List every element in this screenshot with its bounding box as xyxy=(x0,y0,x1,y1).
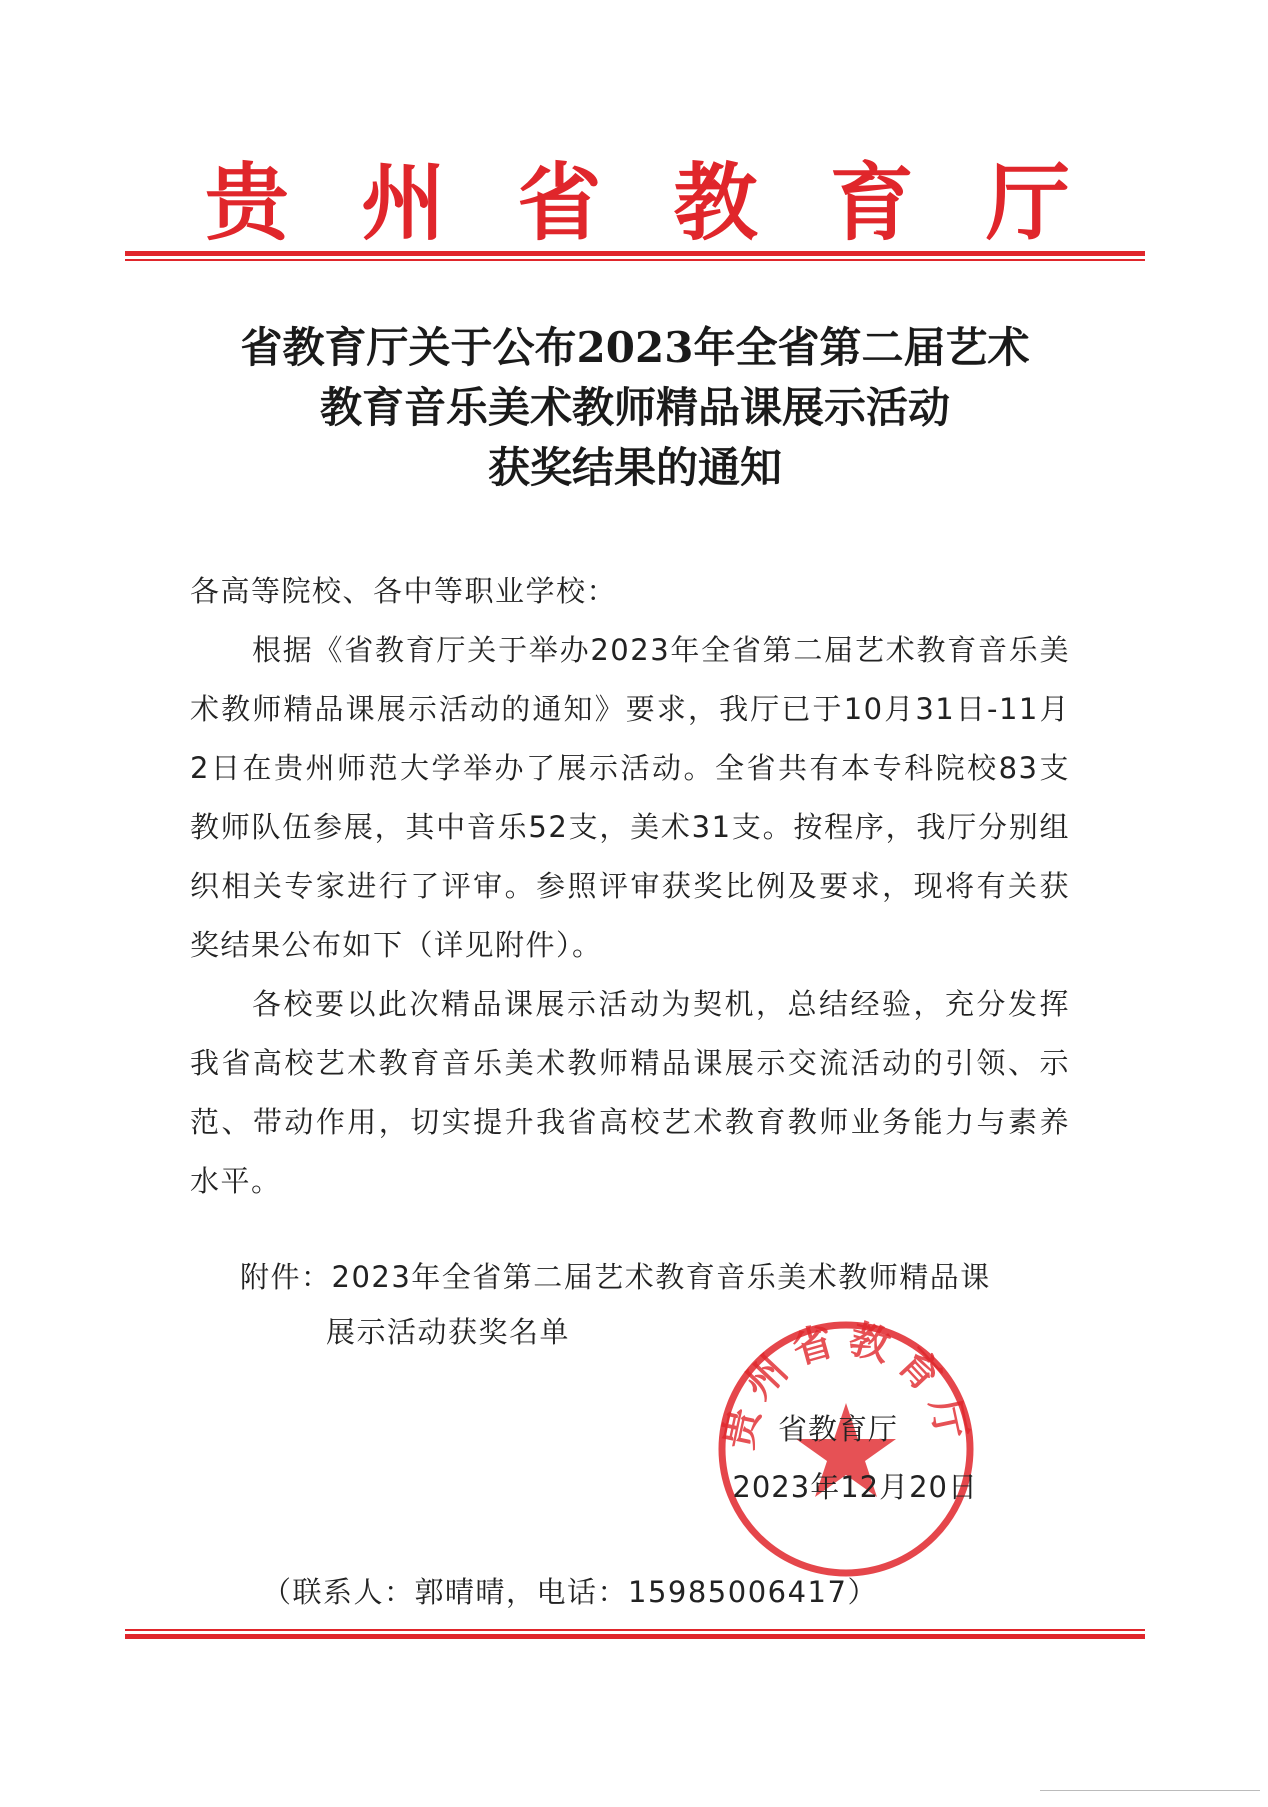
signature-date: 2023年12月20日 xyxy=(732,1470,978,1504)
title-line: 省教育厅关于公布2023年全省第二届艺术 xyxy=(240,323,1030,372)
attachment-line: 展示活动获奖名单 xyxy=(326,1315,571,1349)
signature-org: 省教育厅 xyxy=(777,1412,898,1446)
body-paragraph: 根据《省教育厅关于举办2023年全省第二届艺术教育音乐美术教师精品课展示活动的通知》要求，我厅已于10月31日-11月2日在贵州师范大学举办了展示活动。全省共有本专科院校83支教师队伍参展，其中音乐52支，美术31支。按程序，我厅分别组织相关专家进行了评审。参照评审获奖比例及要求，现将有关获奖结果公布如下（详见附件）。 xyxy=(190,633,1070,962)
masthead-char: 育 xyxy=(829,152,914,252)
signature-block xyxy=(732,1400,978,1516)
addressee: 各高等院校、各中等职业学校： xyxy=(190,574,618,608)
contact-info: （联系人：郭晴晴，电话：15985006417） xyxy=(262,1575,878,1609)
masthead xyxy=(125,152,1145,252)
body-paragraph: 各校要以此次精品课展示活动为契机，总结经验，充分发挥我省高校艺术教育音乐美术教师精品课展示交流活动的引领、示范、带动作用，切实提升我省高校艺术教育教师业务能力与素养水平。 xyxy=(190,987,1070,1198)
red-rule-thin xyxy=(125,1629,1145,1631)
title-line: 获奖结果的通知 xyxy=(487,443,782,492)
scan-artifact xyxy=(1040,1790,1260,1791)
svg-text:贵州省教育厅: 贵州省教育厅 xyxy=(714,1315,978,1454)
masthead-char: 贵 xyxy=(205,152,290,252)
document-title xyxy=(125,318,1145,498)
masthead-char: 州 xyxy=(361,152,446,252)
red-rule-thick xyxy=(125,1634,1145,1639)
attachment-line: 附件：2023年全省第二届艺术教育音乐美术教师精品课 xyxy=(240,1260,991,1294)
title-line: 教育音乐美术教师精品课展示活动 xyxy=(319,383,950,432)
document-body xyxy=(190,562,1070,1211)
red-rule-thin xyxy=(125,259,1145,261)
masthead-char: 教 xyxy=(673,152,758,252)
red-rule-thick xyxy=(125,251,1145,256)
masthead-char: 厅 xyxy=(985,152,1070,252)
masthead-char: 省 xyxy=(517,152,602,252)
